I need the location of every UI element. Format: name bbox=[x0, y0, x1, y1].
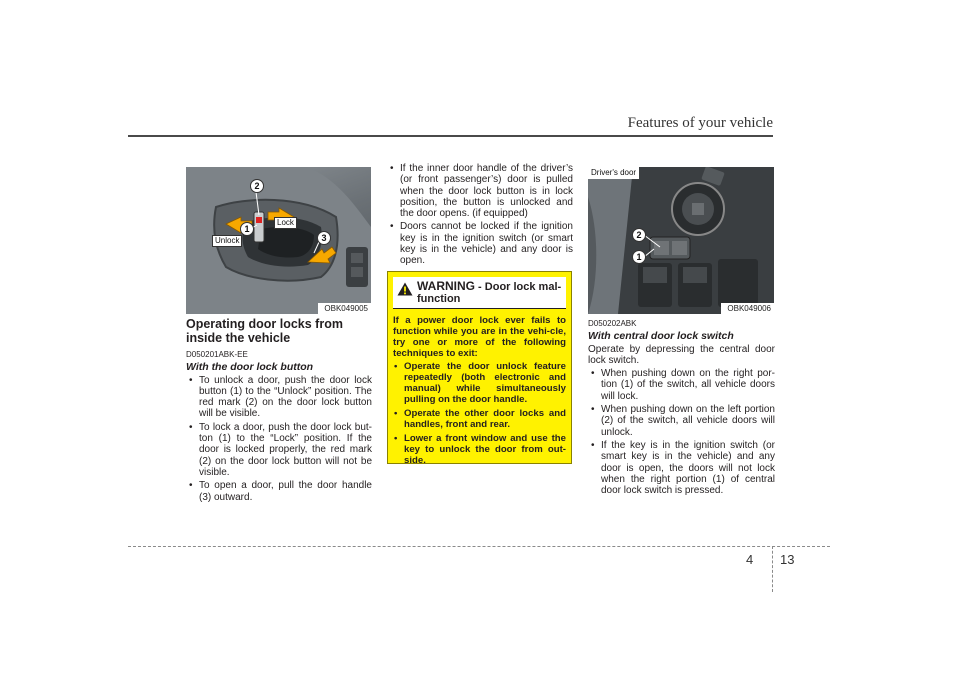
subheading: With central door lock switch bbox=[588, 330, 734, 343]
callout-1: 1 bbox=[240, 222, 254, 236]
footer-rule bbox=[128, 546, 830, 547]
figure-code: OBK049005 bbox=[318, 303, 371, 314]
drivers-door-caption: Driver's door bbox=[588, 167, 639, 179]
bullet-list bbox=[186, 375, 372, 503]
middle-column bbox=[387, 163, 573, 269]
list-item: • If the inner door handle of the driver’s (or front passenger’s) door is pulled when the door lock button is in lock position, the button is unlocked and the door opens. (if equipped) bbox=[387, 163, 573, 219]
section-code: D050202ABK bbox=[588, 319, 637, 328]
list-item: • When pushing down on the right por-tion (1) of the switch, all vehicle doors will lock. bbox=[588, 368, 775, 402]
figure-code: OBK049006 bbox=[721, 303, 774, 314]
warning-header bbox=[393, 277, 566, 309]
warning-title bbox=[413, 280, 563, 305]
warning-bullet-list bbox=[393, 361, 566, 466]
right-column bbox=[588, 318, 775, 498]
list-item: • Doors cannot be locked if the ignition key is in the ignition switch (or smart key is in the vehicle) and any door is open. bbox=[387, 221, 573, 266]
door-switch-photo bbox=[588, 167, 774, 314]
warning-intro: If a power door lock ever fails to function while you are in the vehi-cle, try one or more of the following techniques to exit: bbox=[393, 315, 566, 359]
bullet-list bbox=[387, 163, 573, 267]
chapter-number: 4 bbox=[746, 552, 754, 567]
page-number: 13 bbox=[780, 552, 795, 567]
callout-1: 1 bbox=[632, 250, 646, 264]
list-item: • To lock a door, push the door lock but-ton (1) to the “Lock” position. If the door is locked properly, the red mark (2) on the door lock button will not be visible. bbox=[186, 422, 372, 478]
callout-2: 2 bbox=[250, 179, 264, 193]
section-heading: Operating door locks from inside the vehicle bbox=[186, 317, 343, 345]
lock-label: Lock bbox=[274, 217, 297, 229]
door-switch-illustration bbox=[588, 167, 774, 314]
header-rule bbox=[128, 135, 773, 137]
warning-text bbox=[388, 309, 571, 466]
intro-paragraph: Operate by depressing the central door lock switch. bbox=[588, 343, 775, 366]
list-item: • To unlock a door, push the door lock button (1) to the “Unlock” position. The red mark (2) on the door lock button will be visible. bbox=[186, 375, 372, 420]
warning-subject: - Door lock mal-function bbox=[417, 281, 562, 305]
running-header: Features of your vehicle bbox=[627, 115, 773, 131]
list-item: • Operate the door unlock feature repeatedly (both electronic and manual) while simultaneously pulling on the door handle. bbox=[393, 361, 566, 405]
subheading: With the door lock button bbox=[186, 361, 314, 374]
door-handle-photo bbox=[186, 167, 371, 314]
list-item: • Lower a front window and use the key to unlock the door from out-side. bbox=[393, 433, 566, 466]
list-item: • To open a door, pull the door handle (3) outward. bbox=[186, 480, 372, 503]
warning-word: WARNING bbox=[417, 279, 475, 293]
list-item: • Operate the other door locks and handles, front and rear. bbox=[393, 408, 566, 430]
callout-3: 3 bbox=[317, 231, 331, 245]
warning-triangle-icon bbox=[397, 282, 413, 296]
list-item: • When pushing down on the left portion (2) of the switch, all vehicle doors will unlock. bbox=[588, 404, 775, 438]
warning-box bbox=[387, 271, 572, 464]
callout-2: 2 bbox=[632, 228, 646, 242]
footer-divider bbox=[772, 546, 773, 592]
list-item: • If the key is in the ignition switch (or smart key is in the vehicle) and any door is open, the doors will not lock when the right portion (1) of central door lock switch is pressed. bbox=[588, 440, 775, 496]
bullet-list bbox=[588, 368, 775, 496]
unlock-label: Unlock bbox=[212, 235, 242, 247]
section-code: D050201ABK-EE bbox=[186, 350, 248, 359]
left-column bbox=[186, 318, 372, 505]
